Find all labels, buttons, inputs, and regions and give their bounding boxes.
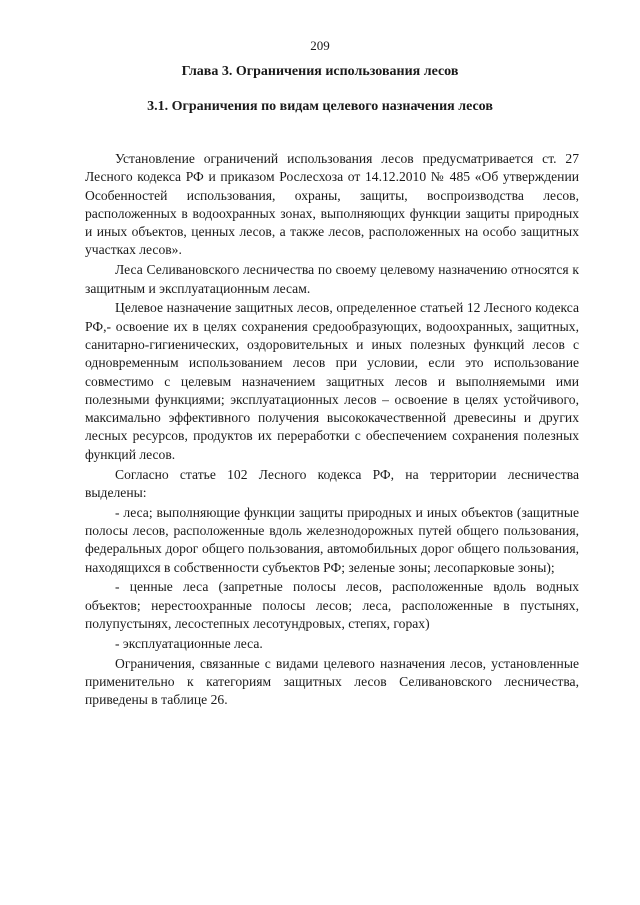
paragraph: Согласно статье 102 Лесного кодекса РФ, на территории лесничества выделены: [85, 466, 579, 500]
section-title: 3.1. Ограничения по видам целевого назначения лесов [147, 99, 493, 114]
page-number: 209 [310, 38, 330, 53]
paragraph: Леса Селивановского лесничества по своему целевому назначению относятся к защитным и эксплуатационным лесам. [85, 262, 579, 296]
list-item: - эксплуатационные леса. [115, 635, 263, 651]
paragraph: Целевое назначение защитных лесов, определенное статьей 12 Лесного кодекса РФ,- освоение их в целях сохранения средообразующих, водоохранных, защитных, санитарно-гигиенических, оздоровительных и иных полезных функций лесов с одновременным использованием лесов при условии, если это использование совместимо с целевым назначением защитных лесов и выполняемыми ими полезными функциями; эксплуатационных лесов – освоение в целях устойчивого, максимально эффективного получения высококачественной древесины и других лесных ресурсов, продуктов их переработки с обеспечением сохранения полезных функций лесов. [85, 300, 579, 462]
paragraph: Установление ограничений использования лесов предусматривается ст. 27 Лесного кодекса РФ и приказом Рослесхоза от 14.12.2010 № 485 «Об утверждении Особенностей использования, охраны, защиты, воспроизводства лесов, расположенных в водоохранных зонах, выполняющих функции защиты природных и иных объектов, ценных лесов, а также лесов, расположенных на особо защитных участках лесов». [85, 151, 579, 258]
body-text [85, 150, 579, 711]
list-item: - леса; выполняющие функции защиты природных и иных объектов (защитные полосы лесов, расположенные вдоль железнодорожных путей общего пользования, федеральных дорог общего пользования, автомобильных дорог общего пользования, находящихся в собственности субъектов РФ; зеленые зоны; лесопарковые зоны); [85, 504, 579, 575]
chapter-title: Глава 3. Ограничения использования лесов [181, 64, 459, 79]
list-item: - ценные леса (запретные полосы лесов, расположенные вдоль водных объектов; нерестоохранные полосы лесов; леса, расположенные в пустынях, полупустынях, лесостепных лесотундровых, степях, горах) [85, 579, 579, 631]
paragraph: Ограничения, связанные с видами целевого назначения лесов, установленные применительно к категориям защитных лесов Селивановского лесничества, приведены в таблице 26. [85, 655, 579, 708]
